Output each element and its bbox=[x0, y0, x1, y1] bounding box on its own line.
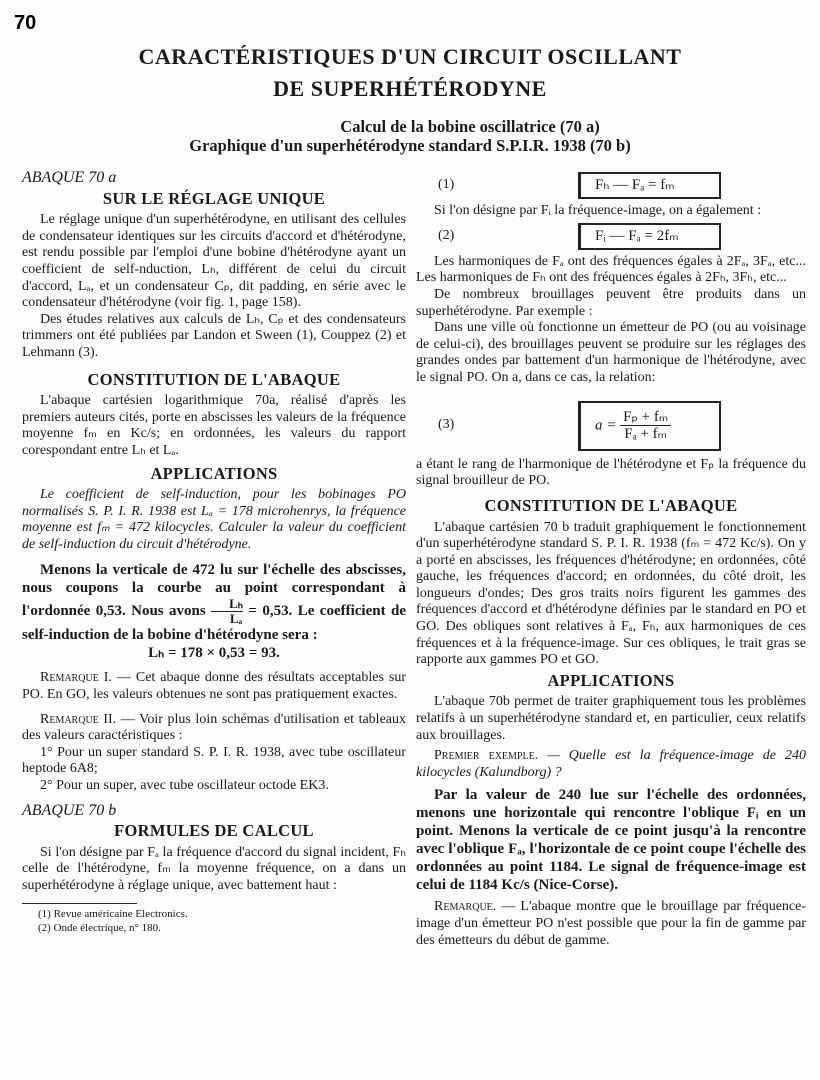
title-line-1: CARACTÉRISTIQUES D'UN CIRCUIT OSCILLANT bbox=[138, 44, 682, 69]
list-item: 1° Pour un super standard S. P. I. R. 1938, avec tube oscillateur heptode 6A8; bbox=[22, 744, 406, 777]
equation-number: (1) bbox=[438, 177, 455, 192]
solution-text: = 0,53. Le coefficient de self-induction de la bobine d'hétérodyne sera : bbox=[22, 603, 406, 644]
paragraph: Dans une ville où fonctionne un émetteur de PO (ou au voisinage de celui-ci), des brouillages peuvent se produire sur les réglages des grandes ondes par battement d'un harmonique de l'hétérodyne, avec le signal PO. On a, dans ce cas, la relation: bbox=[416, 320, 806, 385]
result-equation: Lₕ = 178 × 0,53 = 93. bbox=[148, 645, 280, 662]
ratio-fraction bbox=[211, 597, 243, 626]
solution-paragraph: Par la valeur de 240 lue sur l'échelle des ordonnées, menons une horizontale qui rencontre l'oblique Fᵢ en un point. Menons la verticale de ce point jusqu'à la rencontre avec l'oblique Fₐ, l'horizontale de ce point coupe l'échelle des ordonnées au point 1184. Le signal de fréquence-image est celui de 1184 Kc/s (Nice-Corse). bbox=[416, 787, 806, 894]
remark-text: — Voir plus loin schémas d'utilisation et tableaux des valeurs caractéristiques : bbox=[22, 711, 406, 744]
list-item: 2° Pour un super, avec tube oscillateur octode EK3. bbox=[40, 778, 329, 794]
paragraph: Des études relatives aux calculs de Lₕ, Cₚ et des condensateurs trimmers ont été publiées par Landon et Sween (1), Couppez (2) et Lehmann (3). bbox=[22, 311, 406, 360]
subtitle-line-1: Calcul de la bobine oscillatrice (70 a) bbox=[340, 117, 600, 136]
subtitle-line-2: Graphique d'un superhétérodyne standard S.P.I.R. 1938 (70 b) bbox=[189, 136, 631, 155]
section-heading: FORMULES DE CALCUL bbox=[114, 821, 314, 841]
example-text: — Quelle est la fréquence-image de 240 kilocycles (Kalundborg) ? bbox=[416, 748, 806, 780]
footnote: (2) Onde électrique, n° 180. bbox=[38, 921, 161, 934]
fraction-denominator: Lₐ bbox=[229, 611, 243, 627]
paragraph: Si l'on désigne par Fᵢ la fréquence-image, on a également : bbox=[434, 202, 762, 218]
fraction-numerator: Fₚ + fₘ bbox=[620, 409, 671, 427]
remark-label: Remarque I. bbox=[40, 670, 112, 686]
remark-label: Remarque II. bbox=[40, 711, 117, 727]
remark-label: Remarque. bbox=[434, 899, 497, 915]
equation-box: Fᵢ — Fₐ = 2fₘ bbox=[578, 223, 721, 250]
equation-3 bbox=[416, 401, 806, 451]
left-column bbox=[22, 168, 406, 935]
remark-2 bbox=[22, 712, 406, 745]
solution-paragraph bbox=[22, 561, 406, 644]
title-line-2: DE SUPERHÉTÉRODYNE bbox=[273, 76, 547, 101]
paragraph: L'abaque cartésien 70 b traduit graphiquement le fonctionnement d'un superhétérodyne standard S. P. I. R. 1938 (fₘ = 472 Kc/s). On y a porté en abscisses, les fréquences d'hétérodyne; en ordonnées, côté gauche, les fréquences d'accord; en ordonnées, du côté droit, les longueurs d'ondes; Des gros traits noirs figurent les gammes des fréquences d'accord et d'hétérodyne définies par le standard en PO et GO. Des obliques sont relatives à Fₐ, Fₕ, aux harmoniques de ces fréquences et à la fréquence-image. Sur ces obliques, le trait gras se rapporte aux gammes PO et GO. bbox=[416, 519, 806, 668]
paragraph: Si l'on désigne par Fₐ la fréquence d'accord du signal incident, Fₕ celle de l'hétérodyne, fₘ la moyenne fréquence, on a dans un superhétérodyne à réglage unique, avec battement haut : bbox=[22, 844, 406, 893]
equation-number: (2) bbox=[438, 228, 455, 244]
paragraph: De nombreux brouillages peuvent être produits dans un superhétérodyne. Par exemple : bbox=[416, 286, 806, 319]
paragraph: Le réglage unique d'un superhétérodyne, en utilisant des cellules de condensateur identiques sur les circuits d'accord et d'hétérodyne, est rendu possible par l'emploi d'une bobine d'hétérodyne ayant un coefficient de self-nduction, Lₕ, différent de celui du circuit d'accord, Lₐ, et un condensateur Cₚ, dit padding, en série avec le condensateur d'hétérodyne (voir fig. 1, page 158). bbox=[22, 212, 406, 311]
abaque-70a-label: ABAQUE 70 a bbox=[22, 169, 117, 186]
remark-text: — Cet abaque donne des résultats acceptables sur PO. En GO, les valeurs obtenues ne sont pas pratiquement exactes. bbox=[22, 670, 406, 703]
footnote: (1) Revue américaine Electronics. bbox=[38, 907, 188, 920]
equation-lhs: a = bbox=[595, 417, 617, 434]
section-heading: CONSTITUTION DE L'ABAQUE bbox=[484, 495, 738, 515]
footnote-divider bbox=[22, 903, 137, 904]
fraction-denominator: Fₐ + fₘ bbox=[624, 426, 668, 443]
abaque-70b-label: ABAQUE 70 b bbox=[22, 801, 117, 819]
section-heading: CONSTITUTION DE L'ABAQUE bbox=[87, 369, 341, 389]
equation-fraction bbox=[620, 409, 671, 443]
example-label: Premier exemple. bbox=[434, 748, 539, 764]
equation-2 bbox=[416, 223, 806, 250]
remark bbox=[416, 899, 806, 949]
example-statement bbox=[416, 748, 806, 781]
equation-box bbox=[578, 401, 721, 451]
section-heading: SUR LE RÉGLAGE UNIQUE bbox=[102, 188, 326, 208]
solution-text: Menons la verticale de 472 lu sur l'échelle des abscisses, nous coupons la courbe au point correspondant à l'ordonnée 0,53. Nous avons bbox=[22, 562, 406, 620]
page-number: 70 bbox=[14, 12, 37, 34]
paragraph: Les harmoniques de Fₐ ont des fréquences égales à 2Fₐ, 3Fₐ, etc... Les harmoniques de Fₕ ont des fréquences égales à 2Fₕ, 3Fₕ, etc... bbox=[416, 253, 806, 286]
equation-1 bbox=[416, 172, 806, 199]
exercise-statement: Le coefficient de self-induction, pour les bobinages PO normalisés S. P. I. R. 1938 est Lₐ = 178 microhenrys, la fréquence moyenne est fₘ = 472 kilocycles. Calculer la valeur du coefficient de self-induction du circuit d'hétérodyne. bbox=[22, 487, 406, 552]
section-heading: APPLICATIONS bbox=[150, 463, 278, 483]
equation-number: (3) bbox=[438, 417, 455, 433]
remark-text: — L'abaque montre que le brouillage par fréquence-image d'un émetteur PO n'est possible que pour la fin de gamme par des émetteurs du début de gamme. bbox=[416, 899, 806, 948]
paragraph: L'abaque 70b permet de traiter graphiquement tous les problèmes relatifs à un superhétérodyne standard et, en particulier, ceux relatifs aux brouillages. bbox=[416, 694, 806, 743]
right-column bbox=[416, 168, 806, 949]
remark-1 bbox=[22, 670, 406, 703]
paragraph: L'abaque cartésien logarithmique 70a, réalisé d'après les premiers auteurs cités, porte en abscisses les valeurs de la fréquence moyenne fₘ en Kc/s; en ordonnées, les valeurs du rapport corespondant entre Lₕ et Lₐ. bbox=[22, 393, 406, 458]
equation-box: Fₕ — Fₐ = fₘ bbox=[578, 172, 721, 199]
section-heading: APPLICATIONS bbox=[547, 670, 675, 690]
fraction-numerator: Lₕ bbox=[211, 597, 243, 612]
paragraph: a étant le rang de l'harmonique de l'hétérodyne et Fₚ la fréquence du signal brouilleur de PO. bbox=[416, 456, 806, 489]
